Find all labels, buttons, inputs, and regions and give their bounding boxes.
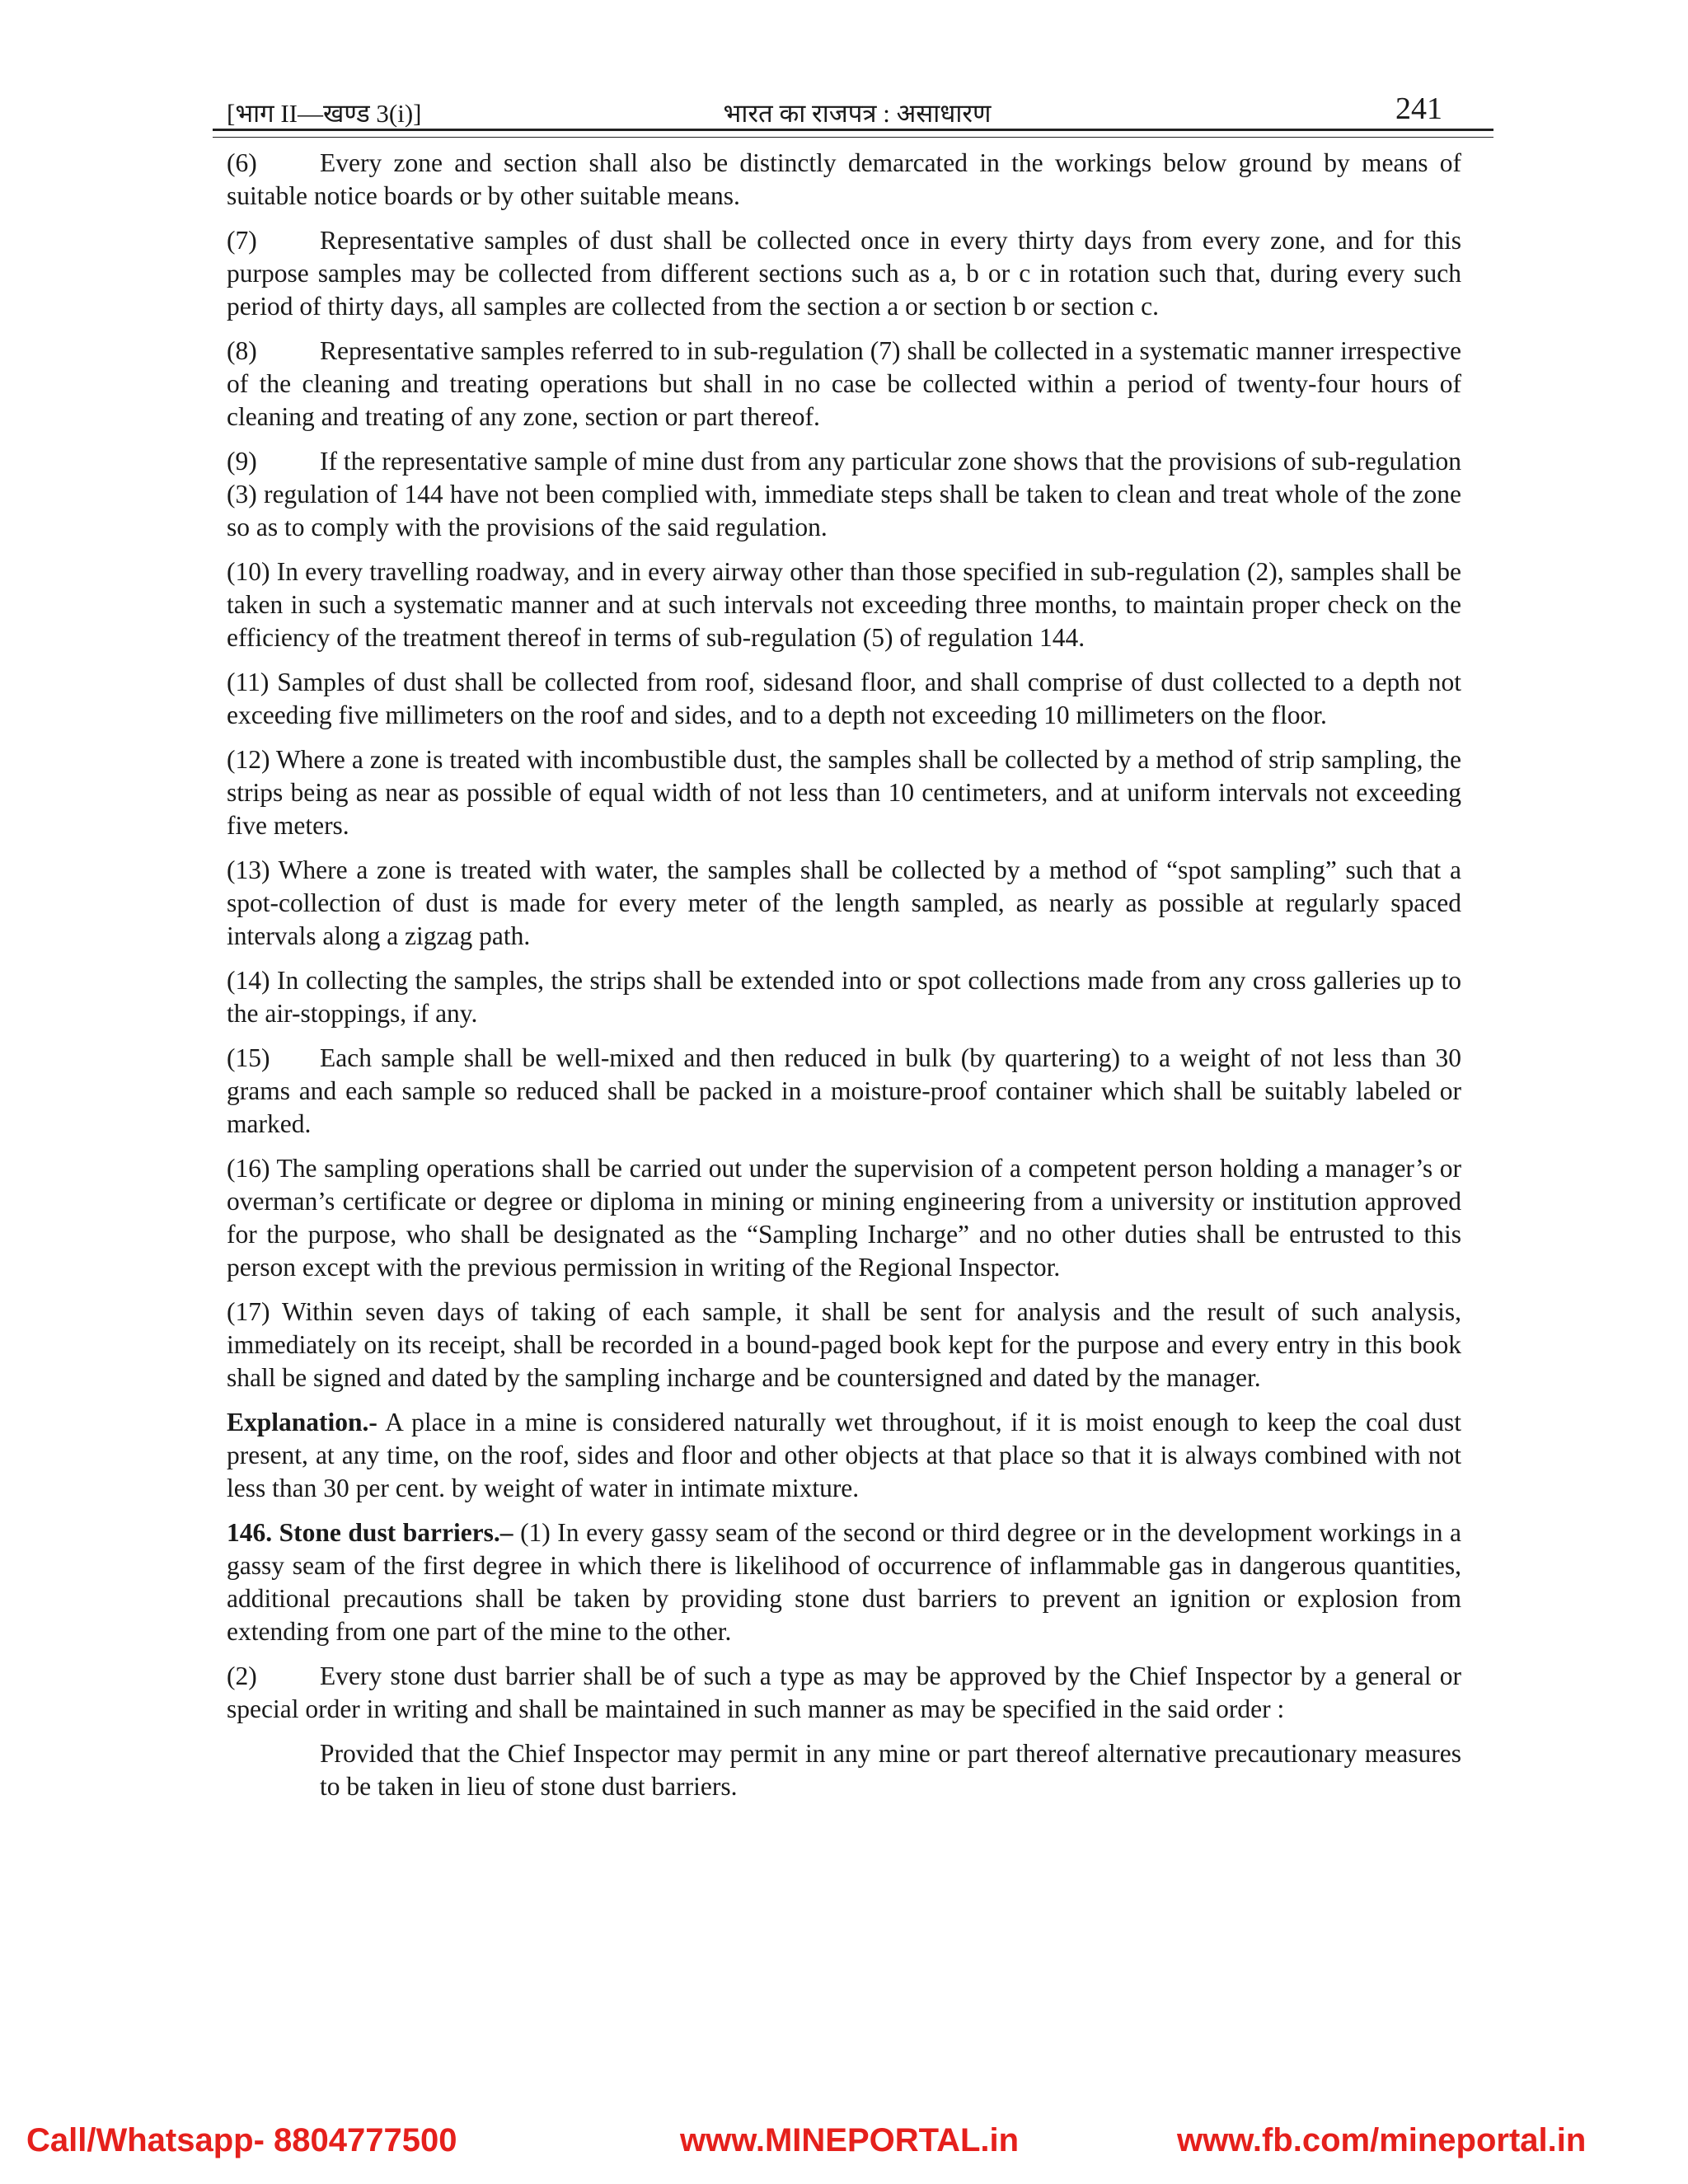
explanation-text: A place in a mine is considered naturally wet throughout, if it is moist enough to keep the coal dust present, at any time, on the roof, sides and floor and other objects at that place so that it is always combined with not less than 30 per cent. by weight of water in intimate mixture.: [227, 1408, 1461, 1502]
proviso-paragraph: Provided that the Chief Inspector may permit in any mine or part thereof alternative precautionary measures to be taken in lieu of stone dust barriers.: [320, 1739, 1461, 1801]
section-146-sub-2: [227, 1660, 1461, 1726]
paragraph-text: Each sample shall be well-mixed and then reduced in bulk (by quartering) to a weight of not less than 30 grams and each sample so reduced shall be packed in a moisture-proof container which shall be suitably labeled or marked.: [227, 1043, 1461, 1138]
paragraph-11: (11) Samples of dust shall be collected from roof, sidesand floor, and shall comprise of dust collected to a depth not exceeding five millimeters on the roof and sides, and to a depth not exceeding 10 millimeters on the floor.: [227, 668, 1461, 729]
explanation-label: Explanation.-: [227, 1408, 377, 1436]
paragraph-text: Every stone dust barrier shall be of such a type as may be approved by the Chief Inspector by a general or special order in writing and shall be maintained in such manner as may be specified in the said order :: [227, 1661, 1461, 1723]
header-part-section: [भाग II—खण्ड 3(i)]: [227, 99, 422, 128]
page-header: [227, 92, 1488, 130]
paragraph-13: (13) Where a zone is treated with water, the samples shall be collected by a method of “spot sampling” such that a spot-collection of dust is made for every meter of the length sampled, as nearly as possible at regularly spaced intervals along a zigzag path.: [227, 855, 1461, 950]
paragraph-number: (6): [227, 148, 257, 177]
page-number: 241: [1395, 91, 1442, 126]
explanation-paragraph: [227, 1406, 1461, 1505]
paragraph-number: (9): [227, 447, 257, 476]
header-gazette-title: भारत का राजपत्र : असाधारण: [723, 99, 992, 128]
section-146-paragraph: [227, 1516, 1461, 1648]
paragraph-7: [227, 224, 1461, 323]
paragraph-8: [227, 335, 1461, 434]
paragraph-9: [227, 445, 1461, 544]
paragraph-15: [227, 1042, 1461, 1141]
paragraph-text: Representative samples of dust shall be collected once in every thirty days from every zone, and for this purpose samples may be collected from different sections such as a, b or c in rotation such that, during every such period of thirty days, all samples are collected from the section a or section b or section c.: [227, 226, 1461, 321]
paragraph-6: [227, 147, 1461, 213]
paragraph-10: (10) In every travelling roadway, and in every airway other than those specified in sub-regulation (2), samples shall be taken in such a systematic manner and at such intervals not exceeding three months, to maintain proper check on the efficiency of the treatment thereof in terms of sub-regulation (5) of regulation 144.: [227, 557, 1461, 652]
paragraph-number: (8): [227, 336, 257, 365]
section-146-text: (1) In every gassy seam of the second or third degree or in the development workings in a gassy seam of the first degree in which there is likelihood of occurrence of inflammable gas in dangerous quantities, additional precautions shall be taken by providing stone dust barriers to prevent an ignition or explosion from extending from one part of the mine to the other.: [227, 1518, 1461, 1646]
document-body: [227, 147, 1461, 1815]
paragraph-number: (2): [227, 1661, 257, 1690]
paragraph-text: If the representative sample of mine dust from any particular zone shows that the provisions of sub-regulation (3) regulation of 144 have not been complied with, immediate steps shall be taken to clean and treat whole of the zone so as to comply with the provisions of the said regulation.: [227, 447, 1461, 541]
paragraph-number: (7): [227, 226, 257, 255]
paragraph-text: Every zone and section shall also be distinctly demarcated in the workings below ground by means of suitable notice boards or by other suitable means.: [227, 148, 1461, 210]
paragraph-12: (12) Where a zone is treated with incombustible dust, the samples shall be collected by a method of strip sampling, the strips being as near as possible of equal width of not less than 10 centimeters, and at uniform intervals not exceeding five meters.: [227, 745, 1461, 840]
section-146-heading: 146. Stone dust barriers.–: [227, 1518, 513, 1547]
header-rule-thick: [213, 129, 1493, 131]
paragraph-17: (17) Within seven days of taking of each sample, it shall be sent for analysis and the result of such analysis, immediately on its receipt, shall be recorded in a bound-paged book kept for the purpose and every entry in this book shall be signed and dated by the sampling incharge and be countersigned and dated by the manager.: [227, 1297, 1461, 1392]
paragraph-14: (14) In collecting the samples, the strips shall be extended into or spot collections made from any cross galleries up to the air-stoppings, if any.: [227, 966, 1461, 1028]
footer-phone: Call/Whatsapp- 8804777500: [26, 2122, 457, 2158]
paragraph-number: (15): [227, 1043, 270, 1072]
header-rule-thin: [213, 137, 1493, 138]
paragraph-text: Representative samples referred to in sub-regulation (7) shall be collected in a systematic manner irrespective of the cleaning and treating operations but shall in no case be collected within a period of twenty-four hours of cleaning and treating of any zone, section or part thereof.: [227, 336, 1461, 431]
footer-facebook-link[interactable]: www.fb.com/mineportal.in: [1177, 2122, 1587, 2158]
footer-website-link[interactable]: www.MINEPORTAL.in: [680, 2122, 1020, 2158]
paragraph-16: (16) The sampling operations shall be carried out under the supervision of a competent person holding a manager’s or overman’s certificate or degree or diploma in mining or mining engineering from a university or institution approved for the purpose, who shall be designated as the “Sampling Incharge” and no other duties shall be entrusted to this person except with the previous permission in writing of the Regional Inspector.: [227, 1154, 1461, 1282]
promo-footer: [0, 2122, 1688, 2163]
